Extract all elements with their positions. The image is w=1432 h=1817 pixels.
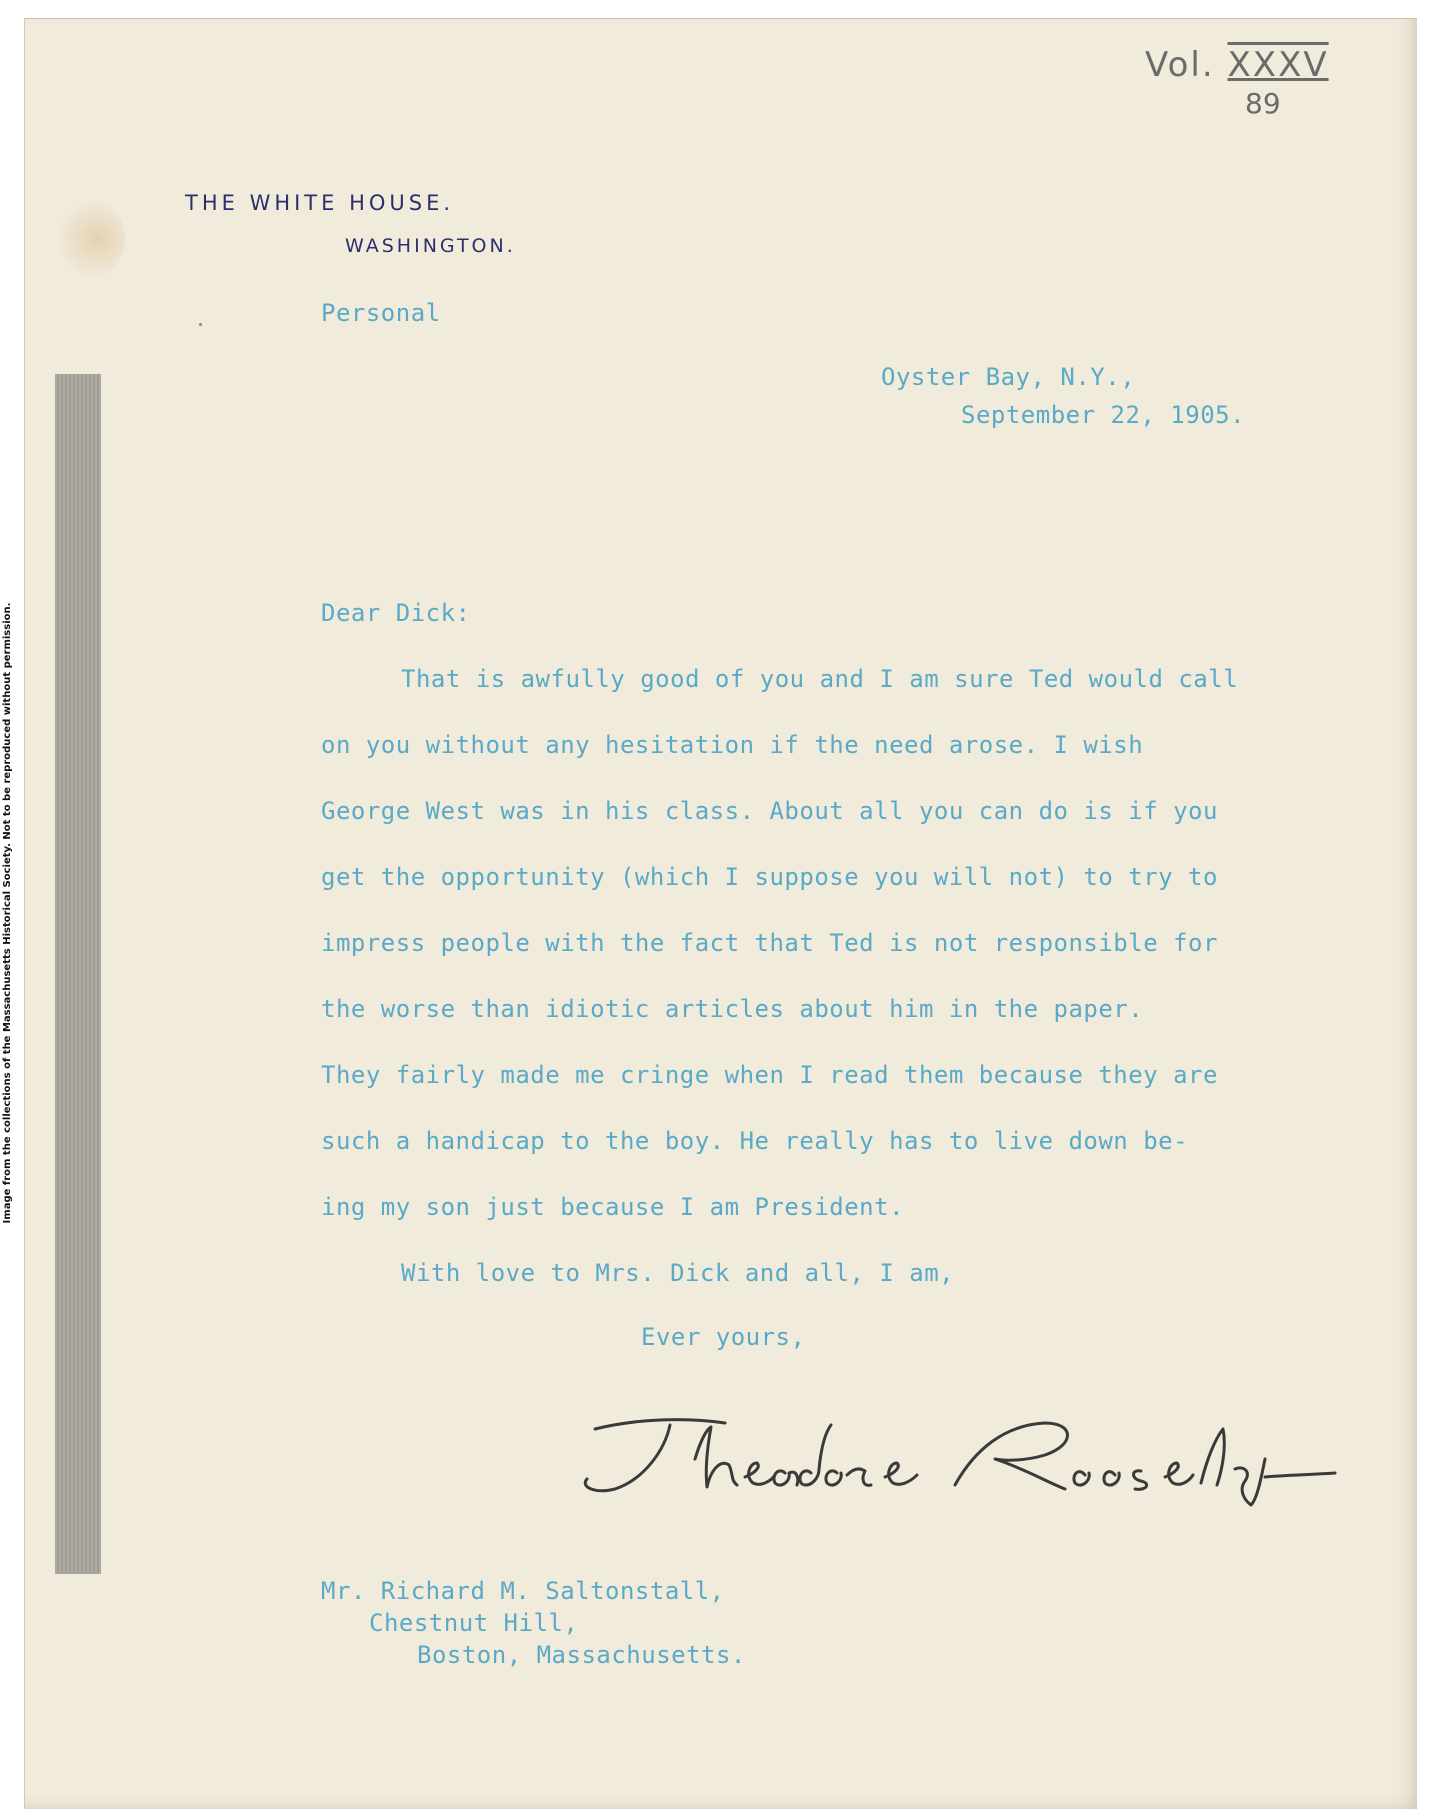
ink-dot [199,323,202,326]
body-line: on you without any hesitation if the need arose. I wish [321,731,1144,759]
body-line: ing my son just because I am President. [321,1193,905,1221]
body-line: With love to Mrs. Dick and all, I am, [401,1259,955,1287]
volume-mark [1145,45,1329,85]
letter-page [24,18,1417,1809]
personal-marking: Personal [321,299,441,327]
body-line: such a handicap to the boy. He really has to live down be- [321,1127,1189,1155]
letterhead-title: THE WHITE HOUSE. [185,191,455,215]
dateline-date: September 22, 1905. [961,401,1246,429]
binding-strip [55,374,101,1574]
folio-number: 89 [1245,87,1281,120]
recipient-line3: Boston, Massachusetts. [417,1641,746,1669]
dateline-place: Oyster Bay, N.Y., [881,363,1136,391]
body-line: impress people with the fact that Ted is not responsible for [321,929,1218,957]
body-line: They fairly made me cringe when I read them because they are [321,1061,1218,1089]
paper-stain [55,199,125,279]
closing: Ever yours, [641,1323,806,1351]
recipient-line2: Chestnut Hill, [369,1609,579,1637]
archive-caption: Image from the collections of the Massachusetts Historical Society. Not to be reproduced without permission. [2,602,13,1224]
recipient-name: Mr. Richard M. Saltonstall, [321,1577,725,1605]
volume-prefix: Vol. [1145,45,1228,85]
letterhead-city: WASHINGTON. [345,235,516,257]
body-line: get the opportunity (which I suppose you will not) to try to [321,863,1218,891]
salutation: Dear Dick: [321,599,471,627]
body-line: the worse than idiotic articles about him in the paper. [321,995,1144,1023]
signature [575,1389,1415,1509]
body-line: George West was in his class. About all you can do is if you [321,797,1218,825]
volume-number: XXXV [1227,45,1329,85]
body-line: That is awfully good of you and I am sure Ted would call [401,665,1239,693]
